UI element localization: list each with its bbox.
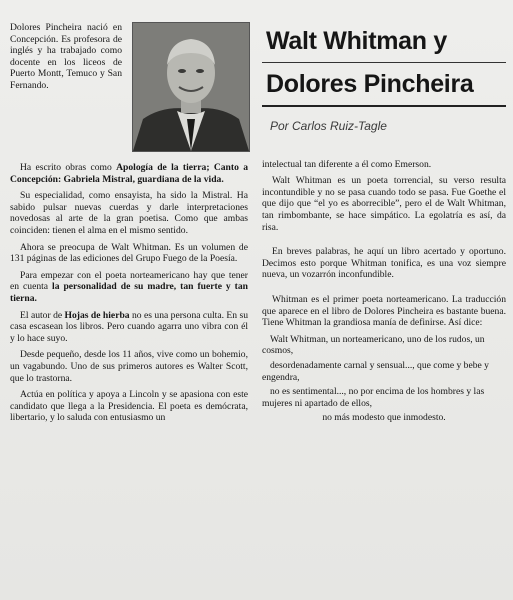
paragraph-politics: Actúa en política y apoya a Lincoln y se apasiona con este candidato que llega a la Presidencia. El poeta es demócrata, libertario, y lo saluda con entusiasmo un bbox=[10, 389, 248, 424]
paragraph-childhood: Desde pequeño, desde los 11 años, vive como un bohemio, un vagabundo. Uno de sus primeros autores es Walter Scott, que lo trastorna. bbox=[10, 349, 248, 384]
headline-divider bbox=[262, 62, 506, 63]
verse-line-1: Walt Whitman, un norteamericano, uno de los rudos, un cosmos, bbox=[262, 333, 485, 357]
paragraph-mother: Para empezar con el poeta norteamericano hay que tener en cuenta la personalidad de su madre, tan fuerte y tan tierna. bbox=[10, 269, 248, 304]
headline-underline bbox=[262, 105, 506, 107]
right-column bbox=[262, 22, 506, 427]
headline-line-2: Dolores Pincheira bbox=[266, 70, 474, 98]
left-column bbox=[10, 22, 248, 429]
author-bio: Dolores Pincheira nació en Concepción. Es profesora de inglés y ha trabajado como docente en los liceos de Puerto Montt, Temuco y San Fernando. bbox=[10, 22, 122, 91]
paragraph-translation: Whitman es el primer poeta norteamericano. La traducción que aparece en el libro de Dolores Pincheira es bastante buena. Tiene Whitman la grandiosa manía de definirse. Así dice: bbox=[262, 293, 506, 329]
headline-line-1: Walt Whitman y bbox=[266, 27, 447, 55]
paragraph-whitman-volume: Ahora se preocupa de Walt Whitman. Es un volumen de 131 páginas de las ediciones del Grupo Fuego de la Poesía. bbox=[10, 241, 248, 265]
paragraph-author-culture: El autor de Hojas de hierba no es una persona culta. En su casa escasean los libros. Pero cuando agarra uno vibra con él y lo hace suyo. bbox=[10, 309, 248, 344]
verse-line-4: no más modesto que inmodesto. bbox=[322, 412, 446, 424]
portrait-illustration bbox=[133, 23, 249, 151]
verse-line-3: no es sentimental..., no por encima de los hombres y las mujeres ni apartado de ellos, bbox=[262, 386, 485, 409]
paragraph-works: Ha escrito obras como Apología de la tierra; Canto a Concepción: Gabriela Mistral, guardiana de la vida. bbox=[10, 162, 248, 185]
bio-block bbox=[10, 22, 248, 162]
author-photo bbox=[132, 22, 250, 152]
verse-line-2: desordenadamente carnal y sensual..., que come y bebe y engendra, bbox=[262, 359, 489, 383]
paragraph-specialty: Su especialidad, como ensayista, ha sido la Mistral. Ha sabido pulsar nuevas cuerdas y darle interpretaciones novedosas al arte de la gran poetisa. Como que ambas coinciden: tienen el alma en el mismo sentido. bbox=[10, 190, 248, 236]
paragraph-conclusion: En breves palabras, he aquí un libro acertado y oportuno. Decimos esto porque Whitman tonifica, es una voz siempre nueva, un vozarrón inconfundible. bbox=[262, 246, 506, 281]
paragraph-torrential-poet: Walt Whitman es un poeta torrencial, su verso resulta incontundible y no se pasa cuando todo se pasa. Fue Goethe el que dijo que “el yo es aborrecible”, pero el de Walt Whitman, tan rimbombante, se hace simpático. La egolatría es así, da risa. bbox=[262, 175, 506, 233]
paragraph-emerson: intelectual tan diferente a él como Emerson. bbox=[262, 158, 432, 170]
byline: Por Carlos Ruiz-Tagle bbox=[270, 119, 387, 133]
